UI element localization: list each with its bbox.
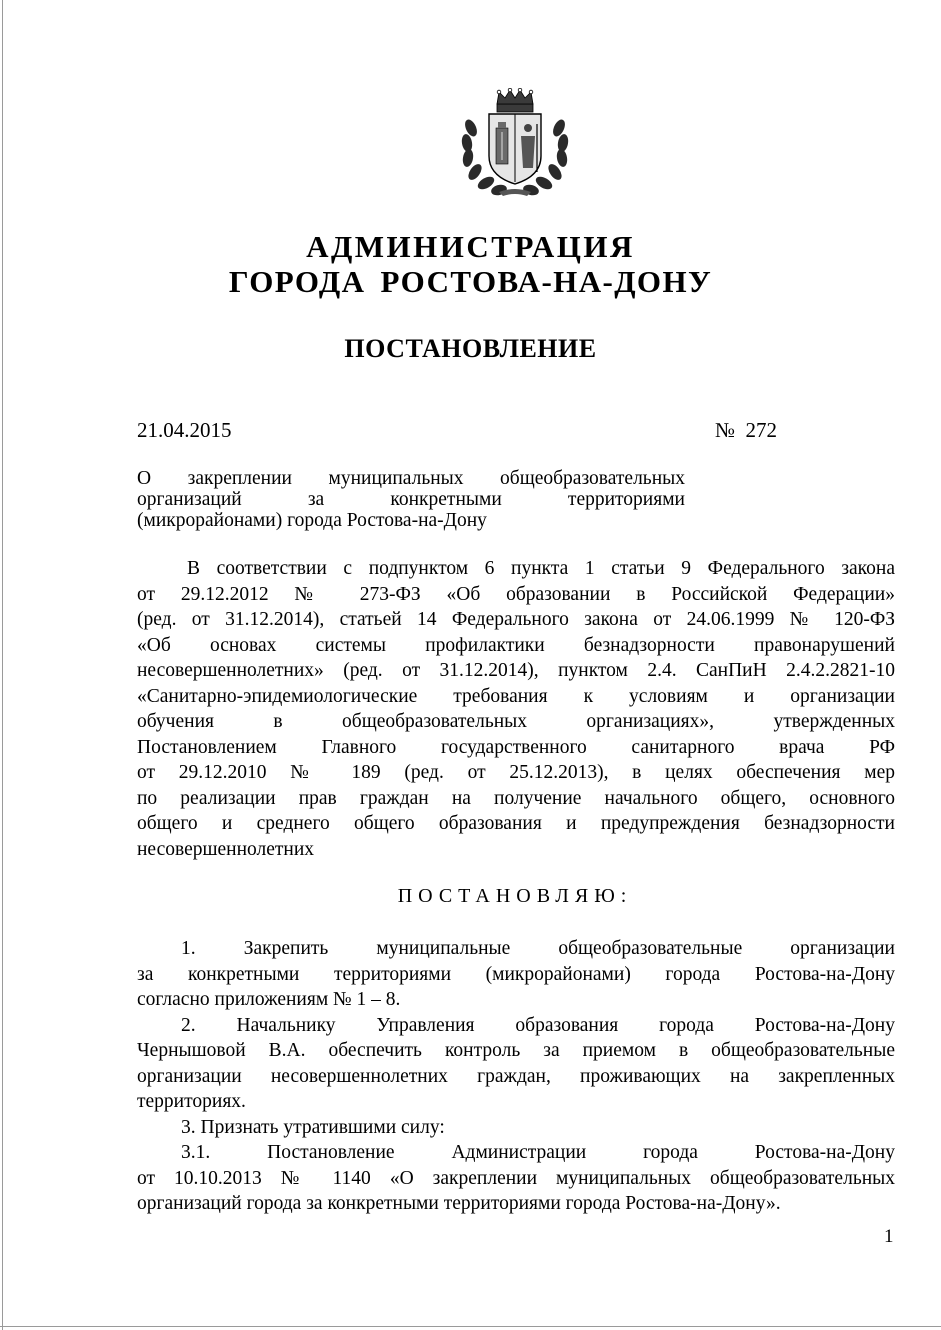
item-3-1-line: от 10.10.2013 № 1140 «О закреплении муниципальных общеобразовательных	[137, 1167, 895, 1189]
document-number: № 272	[715, 418, 778, 442]
document-date: 21.04.2015	[137, 418, 232, 442]
preamble-line: несовершеннолетних	[137, 838, 315, 860]
item-1-line: за конкретными территориями (микрорайонами) города Ростова-на-Дону	[137, 963, 895, 985]
preamble-line: от 29.12.2010 № 189 (ред. от 25.12.2013), в целях обеспечения мер	[137, 762, 895, 783]
document-type-heading: ПОСТАНОВЛЕНИЕ	[344, 334, 597, 363]
preamble-paragraph	[137, 556, 895, 862]
preamble-line: общего и среднего общего образования и предупреждения безнадзорности	[137, 813, 895, 834]
preamble-line: (ред. от 31.12.2014), статьей 14 Федерального закона от 24.06.1999 № 120-ФЗ	[137, 609, 895, 630]
preamble-line: Постановлением Главного государственного санитарного врача РФ	[137, 736, 895, 758]
item-1-line: 1. Закрепить муниципальные общеобразовательные организации	[181, 938, 895, 959]
admin-heading: АДМИНИСТРАЦИЯ	[306, 229, 635, 264]
title-line: О закреплении муниципальных общеобразовательных	[137, 468, 685, 489]
decree-word: ПОСТАНОВЛЯЮ:	[397, 885, 633, 907]
item-2-line: Чернышовой В.А. обеспечить контроль за приемом в общеобразовательные	[137, 1040, 895, 1061]
title-line: (микрорайонами) города Ростова-на-Дону	[137, 510, 487, 531]
preamble-line: от 29.12.2012 № 273-ФЗ «Об образовании в Российской Федерации»	[137, 583, 895, 605]
item-1-line: согласно приложениям № 1 – 8.	[137, 989, 401, 1010]
preamble-line: «Санитарно-эпидемиологические требования к условиям и организации	[137, 685, 895, 707]
page-number: 1	[884, 1226, 894, 1247]
preamble-line: «Об основах системы профилактики безнадзорности правонарушений	[137, 634, 895, 656]
page-border-left	[2, 0, 3, 1330]
document-title	[137, 468, 685, 531]
preamble-line: В соответствии с подпунктом 6 пункта 1 статьи 9 Федерального закона	[187, 558, 895, 579]
title-line: организаций за конкретными территориями	[137, 489, 685, 510]
item-3-line: 3. Признать утратившими силу:	[181, 1116, 445, 1138]
preamble-line: по реализации прав граждан на получение начального общего, основного	[137, 787, 895, 809]
item-2-line: 2. Начальнику Управления образования города Ростова-на-Дону	[181, 1014, 895, 1036]
coat-of-arms-icon	[459, 88, 571, 198]
item-2-line: территориях.	[137, 1091, 246, 1112]
item-3-1-line: 3.1. Постановление Администрации города Ростова-на-Дону	[181, 1142, 895, 1163]
item-2-line: организации несовершеннолетних граждан, проживающих на закрепленных	[137, 1065, 895, 1087]
city-heading: ГОРОДА РОСТОВА-НА-ДОНУ	[228, 264, 713, 299]
decree-items	[137, 936, 895, 1217]
item-3-1-line: организаций города за конкретными территориями города Ростова-на-Дону».	[137, 1193, 781, 1214]
preamble-line: обучения в общеобразовательных организациях», утвержденных	[137, 711, 895, 732]
preamble-line: несовершеннолетних» (ред. от 31.12.2014), пунктом 2.4. СанПиН 2.4.2.2821-10	[137, 660, 895, 681]
page-border-bottom	[0, 1326, 941, 1327]
